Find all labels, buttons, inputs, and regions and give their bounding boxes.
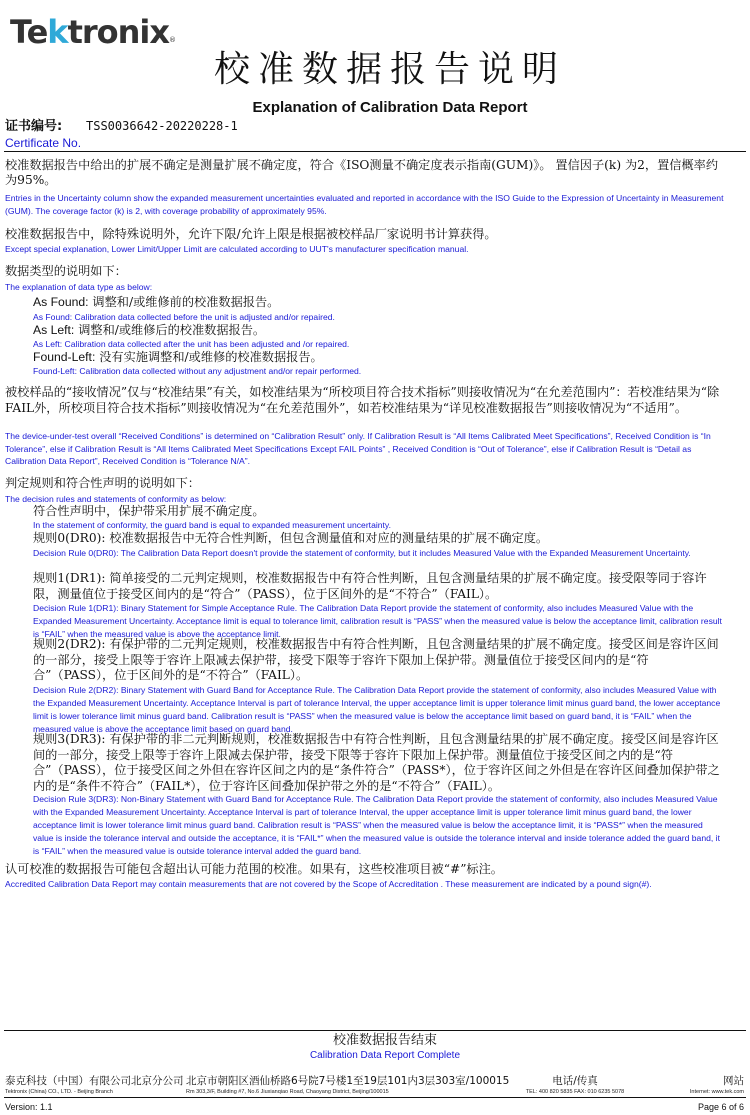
phone-label-cn: 电话/传真 (552, 1075, 598, 1087)
data-type-found-left-cn: Found-Left: 没有实施调整和/或维修的校准数据报告。 (33, 350, 323, 364)
footer-address (186, 1075, 509, 1096)
page-title-cn: 校准数据报告说明 (213, 49, 566, 90)
footer-website (690, 1075, 744, 1096)
footer-divider (4, 1097, 746, 1098)
data-type-as-found-en: As Found: Calibration data collected before the unit is adjusted and/or repaired. (33, 312, 335, 322)
decision-heading-en: The decision rules and statements of conformity as below: (5, 494, 227, 504)
report-end-cn: 校准数据报告结束 (332, 1033, 437, 1048)
end-divider (4, 1030, 746, 1031)
address-en: Rm 303,3/F, Building #7, No.6 Jiuxianqiao Road, Chaoyang District, Beijing/100015 (186, 1089, 389, 1095)
header-divider (4, 151, 746, 152)
accredited-note-en: Accredited Calibration Data Report may contain measurements that are not covered by the Scope of Accreditation . These measurement are indicated by a pound sign(#). (5, 879, 652, 889)
limits-text-en: Except special explanation, Lower Limit/Upper Limit are calculated according to UUT's manufacturer specification manual. (5, 244, 469, 254)
rule-2-cn: 规则2(DR2): 有保护带的二元判定规则，校准数据报告中有符合性判断，且包含测量结果的扩展不确定度。接受区间是容许区间的一部分，接受上限等于容许上限减去保护带，接受下限等于容许下限加上保护带。测量值位于接受区间内的是“符合”（PASS），位于区间外的是“不符合”（FAIL）。 (33, 637, 719, 682)
data-type-as-left-en: As Left: Calibration data collected after the unit has been adjusted and /or repaired. (33, 339, 350, 349)
phone-fax-numbers: TEL: 400 820 5835 FAX: 010 6235 5078 (525, 1089, 625, 1095)
website-url[interactable]: Internet: www.tek.com (689, 1089, 744, 1095)
rule-2-en: Decision Rule 2(DR2): Binary Statement with Guard Band for Acceptance Rule. The Calibration Data Report provide the statement of conformity, also includes Measured Value with the Expanded Measurement Uncertainty. Acceptance Interval is part of tolerance Interval, the upper acceptance limit is upper tolerance limit minus guard band, the lower acceptance limit is lower tolerance limit minus guard band. Calibration result is “PASS” when the measured value is below the acceptance limit based on guard band, it is “FAIL” when the measured value is above the acceptance limit based on guard band. (33, 685, 721, 734)
version-label: Version: 1.1 (5, 1102, 53, 1112)
footer-company (5, 1075, 184, 1096)
rule-3-cn: 规则3(DR3): 有保护带的非二元判断规则，校准数据报告中有符合性判断，且包含测量结果的扩展不确定度。接受区间是容许区间的一部分，接受上限等于容许上限减去保护带，接受下限等于容许下限加上保护带。测量值位于接受区间之内的是“符合”（PASS），位于接受区间之外但在容许区间之内的是“条件符合”（PASS*），位于容许区间之外但是在容许区间叠加保护带之内的是“条件不符合”（FAIL*），位于容许区间叠加保护带之外的是“不符合”（FAIL）。 (33, 732, 720, 793)
data-types-heading-en: The explanation of data type as below: (5, 282, 153, 292)
address-cn: 北京市朝阳区酒仙桥路6号院7号楼1至19层101内3层303室/100015 (186, 1075, 510, 1087)
rule-1-en: Decision Rule 1(DR1): Binary Statement for Simple Acceptance Rule. The Calibration Data Report provide the statement of conformity, also includes Measured Value with the Expanded Measurement Uncertainty. Acceptance limit is equal to tolerance limit, calibration result is “PASS” when the measured value is below the acceptance limit, calibration result is “FAIL” when the measured value is above the acceptance limit. (33, 603, 722, 639)
limits-text-cn: 校准数据报告中，除特殊说明外，允许下限/允许上限是根据被校样品厂家说明书计算获得。 (5, 227, 497, 241)
data-type-as-left-cn: As Left: 调整和/或维修后的校准数据报告。 (33, 323, 266, 337)
page-title-en: Explanation of Calibration Data Report (252, 99, 528, 116)
certificate-number: TSS0036642-20220228-1 (86, 119, 238, 133)
rule-0-en: Decision Rule 0(DR0): The Calibration Data Report doesn't provide the statement of conformity, but it includes Measured Value with the Expanded Measurement Uncertainty. (33, 548, 691, 558)
uncertainty-text-cn: 校准数据报告中给出的扩展不确定是测量扩展不确定度，符合《ISO测量不确定度表示指南(GUM)》。 置信因子(k) 为2，置信概率约为95%。 (5, 158, 719, 187)
rule-1-cn: 规则1(DR1): 简单接受的二元判定规则，校准数据报告中有符合性判断，且包含测量结果的扩展不确定度。接受限等同于容许限，测量值位于接受区间内的是“符合”（PASS），位于区间外的是“不符合”（FAIL）。 (33, 571, 707, 601)
data-type-as-found-cn: As Found: 调整和/或维修前的校准数据报告。 (33, 295, 280, 309)
company-name-en: Tektronix (China) CO., LTD. - Beijing Branch (5, 1089, 113, 1095)
accredited-note-cn: 认可校准的数据报告可能包含超出认可能力范围的校准。如果有，这些校准项目被“#”标注。 (5, 862, 503, 876)
uncertainty-text-en: Entries in the Uncertainty column show the expanded measurement uncertainties evaluated and reported in accordance with the ISO Guide to the Expression of Uncertainty in Measurement (GUM). The coverage factor (k) is 2, with coverage probability of approximately 95%. (5, 193, 724, 216)
report-end-en: Calibration Data Report Complete (309, 1050, 461, 1061)
page-number: Page 6 of 6 (697, 1102, 744, 1112)
rule-0-cn: 规则0(DR0): 校准数据报告中无符合性判断，但包含测量值和对应的测量结果的扩展不确定度。 (33, 531, 549, 545)
guard-band-en: In the statement of conformity, the guard band is equal to expanded measurement uncertainty. (33, 520, 391, 530)
decision-heading-cn: 判定规则和符合性声明的说明如下： (5, 476, 200, 490)
rule-3-en: Decision Rule 3(DR3): Non-Binary Statement with Guard Band for Acceptance Rule. The Calibration Data Report provide the statement of conformity, also includes Measured Value with the Expanded Measurement Uncertainty. Acceptance Interval is part of tolerance Interval, the upper acceptance limit is upper tolerance limit minus guard band, the lower acceptance limit is lower tolerance limit minus guard band. Calibration result is “PASS” when the measured value is below the acceptance limit, it is “PASS*” when the measured value is inside the tolerance interval and outside the acceptance, it is “FAIL*” when the measured value is outside the tolerance interval and inside tolerance added the guard band, it is “FAIL” when the measured value is outside tolerance interval added the guard band. (33, 794, 720, 856)
tektronix-logo: Tektronix® (10, 13, 176, 51)
received-condition-cn: 被校样品的“接收情况”仅与“校准结果”有关，如校准结果为“所校项目符合技术指标”则接收情况为“在允差范围内”：若校准结果为“除FAIL外，所校项目符合技术指标”则接收情况为“在允差范围外”，如若校准结果为“详见校准数据报告”则接收情况为“不适用”。 (5, 385, 720, 415)
company-name-cn: 泰克科技（中国）有限公司北京分公司 (5, 1075, 184, 1087)
certificate-label-cn: 证书编号: (5, 119, 63, 134)
data-type-found-left-en: Found-Left: Calibration data collected without any adjustment and/or repair performed. (33, 366, 362, 376)
guard-band-cn: 符合性声明中，保护带采用扩展不确定度。 (33, 504, 265, 518)
footer-phone (510, 1075, 640, 1096)
certificate-label-en: Certificate No. (5, 136, 82, 150)
received-condition-en: The device-under-test overall “Received Conditions” is determined on “Calibration Result” only. If Calibration Result is “All Items Calibrated Meet Specifications”, Received Condition is “In Tolerance”, else if Calibration Result is “All Items Calibrated Meet Specifications Except FAIL Points” , Received Condition is “Out of Tolerance”, else if Calibration Result is “Detail as Calibration Data Report”, Received Condition is “Tolerance N/A”. (5, 431, 711, 466)
data-types-heading-cn: 数据类型的说明如下： (5, 264, 127, 278)
website-label-cn: 网站 (723, 1075, 744, 1087)
